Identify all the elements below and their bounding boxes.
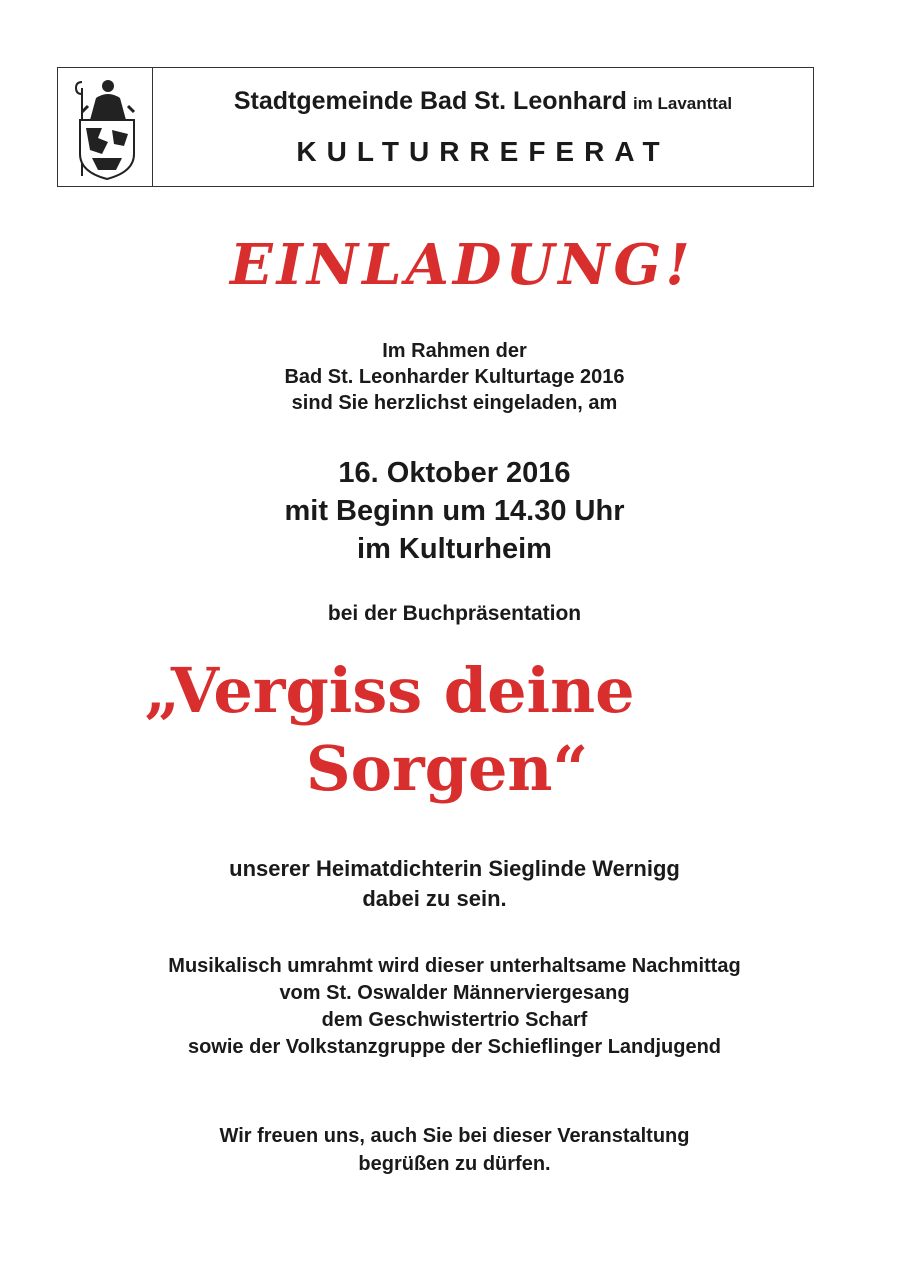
intro-line: sind Sie herzlichst eingeladen, am <box>291 392 618 414</box>
closing-text <box>0 1122 909 1178</box>
invitation-title: EINLADUNG! <box>230 232 694 298</box>
organization-main: Stadtgemeinde Bad St. Leonhard <box>233 86 627 115</box>
event-time: mit Beginn um 14.30 Uhr <box>284 495 625 527</box>
author-line: unserer Heimatdichterin Sieglinde Wernigg <box>229 856 680 881</box>
music-line: sowie der Volkstanzgruppe der Schieflinger Landjugend <box>187 1036 722 1058</box>
closing-line: begrüßen zu dürfen. <box>358 1153 551 1175</box>
intro-text <box>0 338 909 416</box>
music-line: Musikalisch umrahmt wird dieser unterhaltsame Nachmittag <box>168 955 741 977</box>
closing-line: Wir freuen uns, auch Sie bei dieser Veranstaltung <box>219 1125 690 1147</box>
presentation-label: bei der Buchpräsentation <box>327 602 582 625</box>
author-text <box>0 854 909 914</box>
book-title-line: Sorgen“ <box>305 732 589 805</box>
crest-cell <box>58 68 153 186</box>
event-place: im Kulturheim <box>357 533 552 565</box>
book-title <box>0 652 909 808</box>
music-line: dem Geschwistertrio Scharf <box>321 1009 588 1031</box>
coat-of-arms-icon <box>68 72 142 182</box>
music-line: vom St. Oswalder Männerviergesang <box>279 982 630 1004</box>
music-text <box>0 953 909 1061</box>
organization-name <box>234 87 732 116</box>
intro-line: Im Rahmen der <box>382 340 527 362</box>
intro-line: Bad St. Leonharder Kulturtage 2016 <box>284 366 625 388</box>
letterhead <box>57 67 814 187</box>
organization-suffix: im Lavanttal <box>632 93 733 113</box>
book-title-line: „Vergiss deine <box>144 654 635 727</box>
department-name: KULTURREFERAT <box>296 135 670 167</box>
event-date: 16. Oktober 2016 <box>338 457 571 489</box>
author-line: dabei zu sein. <box>362 886 507 911</box>
letterhead-text <box>153 68 813 186</box>
event-details <box>0 454 909 568</box>
